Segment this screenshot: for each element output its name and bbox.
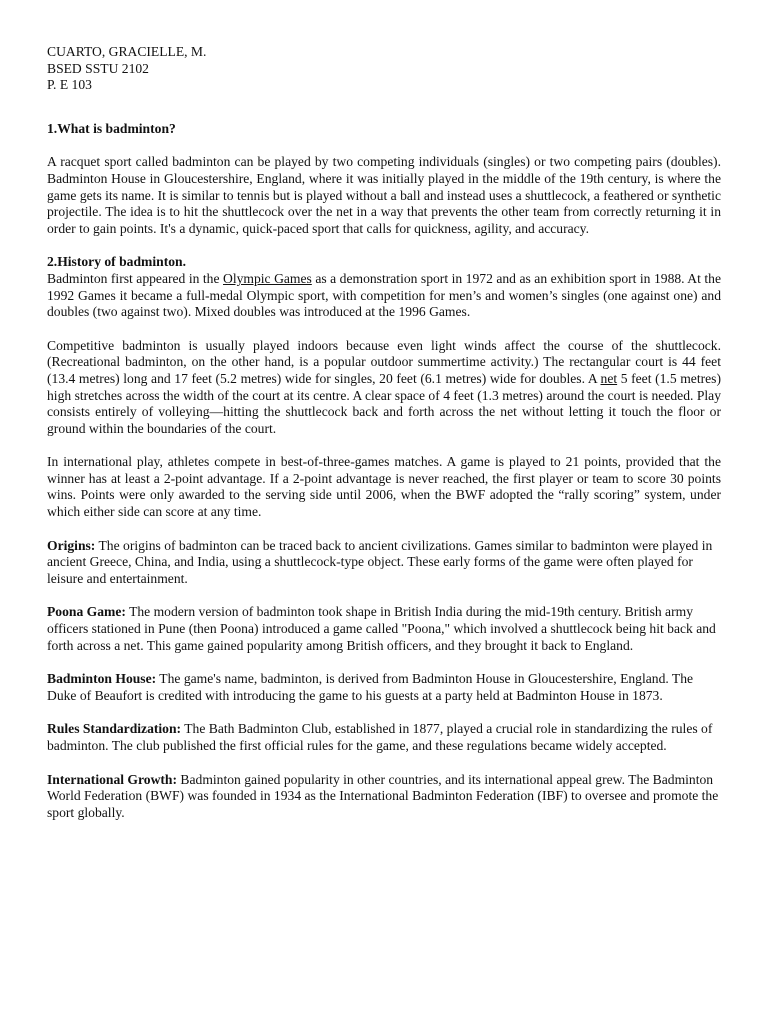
section-poona-game xyxy=(47,604,721,654)
question-1-heading: 1.What is badminton? xyxy=(47,120,176,136)
section-origins-label: Origins: xyxy=(47,537,96,553)
section-origins-text: The origins of badminton can be traced back to ancient civilizations. Games similar to badminton were played in ancient Greece, China, and India, using a shuttlecock-type object. These early forms of the game were often played for leisure and entertainment. xyxy=(47,537,713,586)
history-p1-text-b: as a demonstration sport in 1972 and as an exhibition sport in 1988. At the 1992 Games it became a full-medal Olympic sport, with competition for men’s and women’s singles (one against one) and doubles (two against two). Mixed doubles was introduced at the 1996 Games. xyxy=(47,270,721,320)
question-1-answer: A racquet sport called badminton can be played by two competing individuals (singles) or two competing pairs (doubles). Badminton House in Gloucestershire, England, where it was initially played in the middle of the 19th century, is where the game gets its name. It is similar to tennis but is played without a ball and instead uses a shuttlecock, a feathered or synthetic projectile. The idea is to hit the shuttlecock over the net in a way that prevents the other team from correctly returning it in order to gain points. It's a dynamic, quick-paced sport that calls for quickness, agility, and accuracy. xyxy=(47,154,721,236)
student-section: BSED SSTU 2102 xyxy=(47,60,149,76)
section-badminton-house-label: Badminton House: xyxy=(47,671,157,687)
history-paragraph-3: In international play, athletes compete in best-of-three-games matches. A game is played to 21 points, provided that the winner has at least a 2-point advantage. If a 2-point advantage is never reached, the first player or team to score 30 points wins. Points were only awarded to the serving side until 2006, when the BWF adopted the “rally scoring” system, under which either side can score at any time. xyxy=(47,454,721,520)
section-international-growth xyxy=(47,772,721,822)
student-name: CUARTO, GRACIELLE, M. xyxy=(47,44,207,59)
section-poona-game-text: The modern version of badminton took shape in British India during the mid-19th century. British army officers stationed in Pune (then Poona) introduced a game called "Poona," which involved a shuttlecock being hit back and forth across a net. This game gained popularity among British officers, and they brought it back to England. xyxy=(47,604,716,653)
section-poona-game-label: Poona Game: xyxy=(47,604,126,620)
section-rules-standardization-text: The Bath Badminton Club, established in 1877, played a crucial role in standardizing the rules of badminton. The club published the first official rules for the game, and these regulations became widely accepted. xyxy=(47,721,713,753)
section-international-growth-text: Badminton gained popularity in other countries, and its international appeal grew. The Badminton World Federation (BWF) was founded in 1934 as the International Badminton Federation (IBF) to oversee and promote the sport globally. xyxy=(47,771,719,820)
section-badminton-house xyxy=(47,671,721,704)
section-origins xyxy=(47,538,721,588)
section-international-growth-label: International Growth: xyxy=(47,771,178,787)
net-link[interactable]: net xyxy=(600,370,618,386)
section-rules-standardization-label: Rules Standardization: xyxy=(47,721,182,737)
history-paragraph-2 xyxy=(47,338,721,438)
section-rules-standardization xyxy=(47,721,721,754)
history-p1-text-a: Badminton first appeared in the xyxy=(47,270,224,286)
history-p2-text-b: 5 feet (1.5 metres) high stretches across the width of the court at its centre. A clear space of 4 feet (1.3 metres) around the court is needed. Play consists entirely of volleying—hitting the shuttlecock back and forth across the net without letting it touch the floor or ground within the boundaries of the court. xyxy=(47,370,721,436)
course-code: P. E 103 xyxy=(47,77,92,93)
history-p2-text-a: Competitive badminton is usually played indoors because even light winds affect the course of the shuttlecock. (Recreational badminton, on the other hand, is a popular outdoor summertime activity.) The rectangular court is 44 feet (13.4 metres) long and 17 feet (5.2 metres) wide for singles, 20 feet (6.1 metres) wide for doubles. A xyxy=(47,337,721,386)
olympic-games-link[interactable]: Olympic Games xyxy=(223,270,312,286)
question-2-heading: 2.History of badminton. xyxy=(47,254,186,270)
history-paragraph-1 xyxy=(47,271,721,321)
section-badminton-house-text: The game's name, badminton, is derived from Badminton House in Gloucestershire, England. The Duke of Beaufort is credited with introducing the game to his guests at a party held at Badminton House in 1873. xyxy=(47,671,694,703)
document-page xyxy=(47,44,721,821)
